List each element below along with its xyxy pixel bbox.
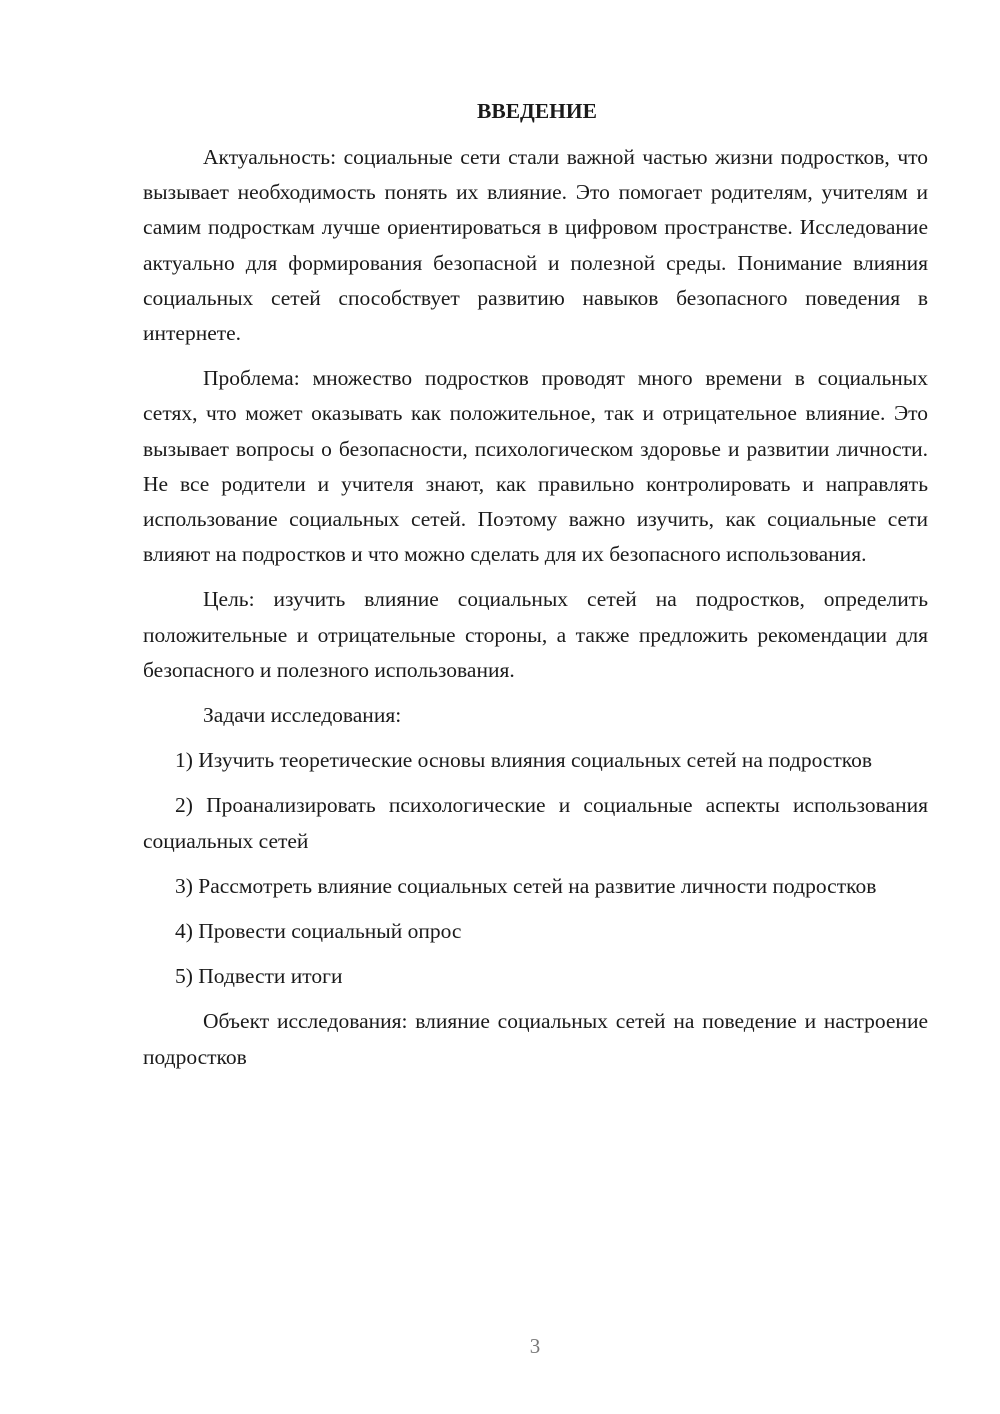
tasks-list	[143, 743, 928, 994]
task-item-4: 4) Провести социальный опрос	[175, 919, 462, 944]
object-paragraph: Объект исследования: влияние социальных сетей на поведение и настроение подростков	[143, 1009, 928, 1069]
task-item-2: 2) Проанализировать психологические и социальные аспекты использования социальных сетей	[143, 793, 928, 853]
section-title: ВВЕДЕНИЕ	[477, 99, 597, 123]
relevance-paragraph: Актуальность: социальные сети стали важной частью жизни подростков, что вызывает необходимость понять их влияние. Это помогает родителям, учителям и самим подросткам лучше ориентироваться в цифровом пространстве. Исследование актуально для формирования безопасной и полезной среды. Понимание влияния социальных сетей способствует развитию навыков безопасного поведения в интернете.	[143, 145, 928, 346]
goal-paragraph: Цель: изучить влияние социальных сетей на подростков, определить положительные и отрицательные стороны, а также предложить рекомендации для безопасного и полезного использования.	[143, 587, 928, 682]
page-number: 3	[529, 1334, 541, 1358]
problem-paragraph: Проблема: множество подростков проводят много времени в социальных сетях, что может оказывать как положительное, так и отрицательное влияние. Это вызывает вопросы о безопасности, психологическом здоровье и развитии личности. Не все родители и учителя знают, как правильно контролировать и направлять использование социальных сетей. Поэтому важно изучить, как социальные сети влияют на подростков и что можно сделать для их безопасного использования.	[143, 366, 928, 567]
tasks-heading: Задачи исследования:	[203, 703, 402, 728]
task-item-5: 5) Подвести итоги	[175, 964, 343, 989]
task-item-1: 1) Изучить теоретические основы влияния социальных сетей на подростков	[175, 748, 873, 773]
page-content	[143, 96, 928, 1085]
task-item-3: 3) Рассмотреть влияние социальных сетей на развитие личности подростков	[175, 873, 877, 898]
